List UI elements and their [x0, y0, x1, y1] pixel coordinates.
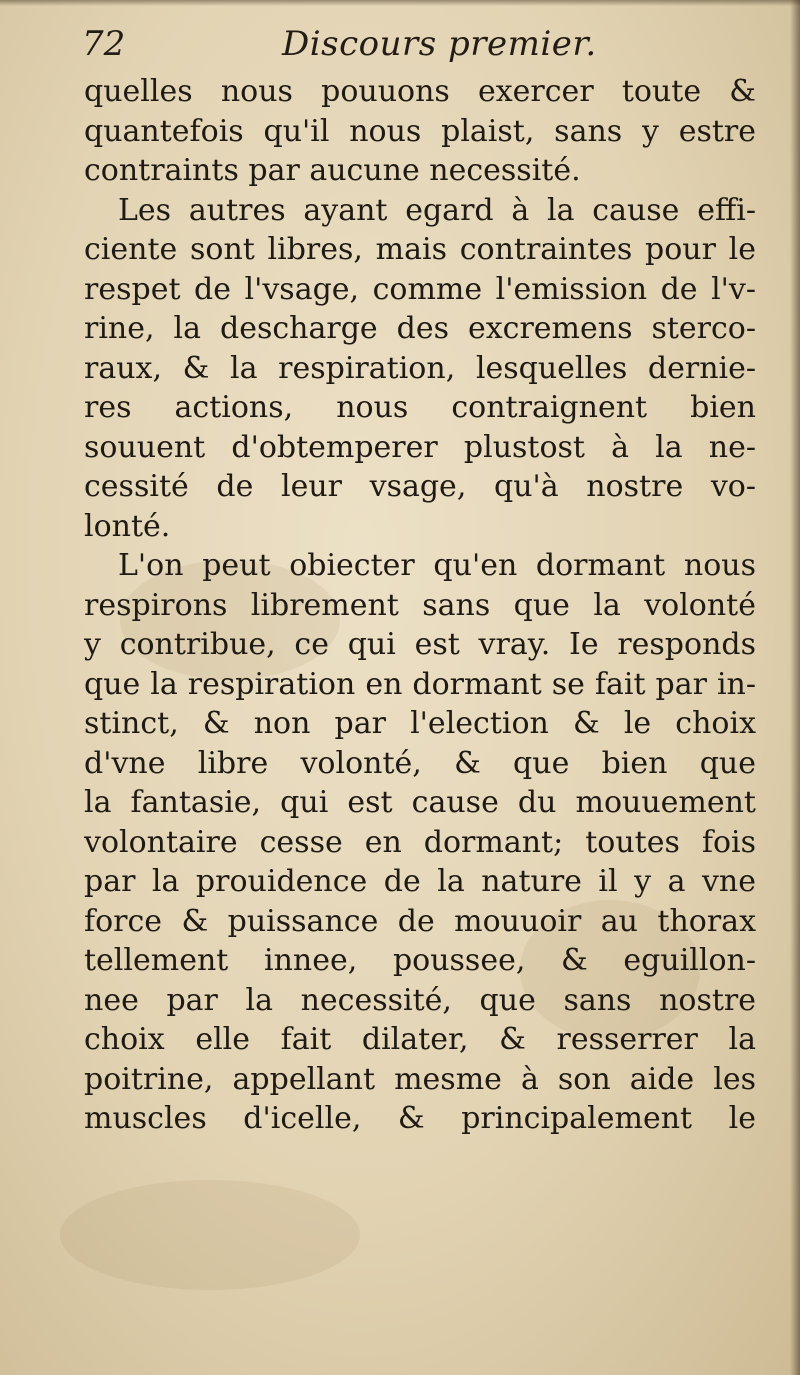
body-text: [84, 72, 756, 1139]
text-line: que la respiration en dormant se fait par in-: [84, 666, 756, 702]
text-line: quelles nous pouuons exercer toute &: [84, 74, 756, 109]
text-line: L'on peut obiecter qu'en dormant nous: [118, 548, 756, 583]
text-line: stinct, & non par l'election & le choix: [84, 706, 756, 741]
text-line: Les autres ayant egard à la cause effi-: [118, 192, 756, 228]
page-right-edge: [790, 0, 800, 1375]
text-line: nee par la necessité, que sans nostre: [84, 982, 756, 1018]
text-line: choix elle fait dilater, & resserrer la: [84, 1022, 756, 1057]
text-line: force & puissance de mouuoir au thorax: [84, 903, 756, 939]
text-line: muscles d'icelle, & principalement le: [84, 1101, 756, 1136]
text-line: respet de l'vsage, comme l'emission de l'v-: [84, 271, 756, 307]
text-line: souuent d'obtemperer plustost à la ne-: [84, 429, 756, 465]
text-line: respirons librement sans que la volonté: [84, 587, 756, 623]
text-line: quantefois qu'il nous plaist, sans y estre: [84, 113, 756, 149]
page-top-edge: [0, 0, 800, 6]
text-line: poitrine, appellant mesme à son aide les: [84, 1061, 756, 1097]
paper-stain: [60, 1180, 360, 1290]
text-line: d'vne libre volonté, & que bien que: [84, 745, 756, 781]
text-line: tellement innee, poussee, & eguillon-: [84, 943, 756, 978]
text-line: res actions, nous contraignent bien: [84, 390, 756, 425]
text-line: par la prouidence de la nature il y a vne: [84, 864, 756, 899]
text-line: volontaire cesse en dormant; toutes fois: [84, 824, 756, 860]
text-line: lonté.: [84, 508, 171, 544]
text-line: cessité de leur vsage, qu'à nostre vo-: [84, 469, 756, 504]
text-line: ciente sont libres, mais contraintes pour le: [84, 232, 756, 267]
page-header: [82, 18, 762, 68]
page-number: 72: [82, 24, 126, 64]
text-line: raux, & la respiration, lesquelles dernie-: [84, 350, 756, 386]
text-line: rine, la descharge des excremens sterco-: [84, 311, 756, 346]
running-head: Discours premier.: [282, 24, 597, 64]
text-line: contraints par aucune necessité.: [84, 153, 581, 188]
text-line: y contribue, ce qui est vray. Ie responds: [84, 627, 756, 662]
text-line: la fantasie, qui est cause du mouuement: [84, 785, 756, 820]
